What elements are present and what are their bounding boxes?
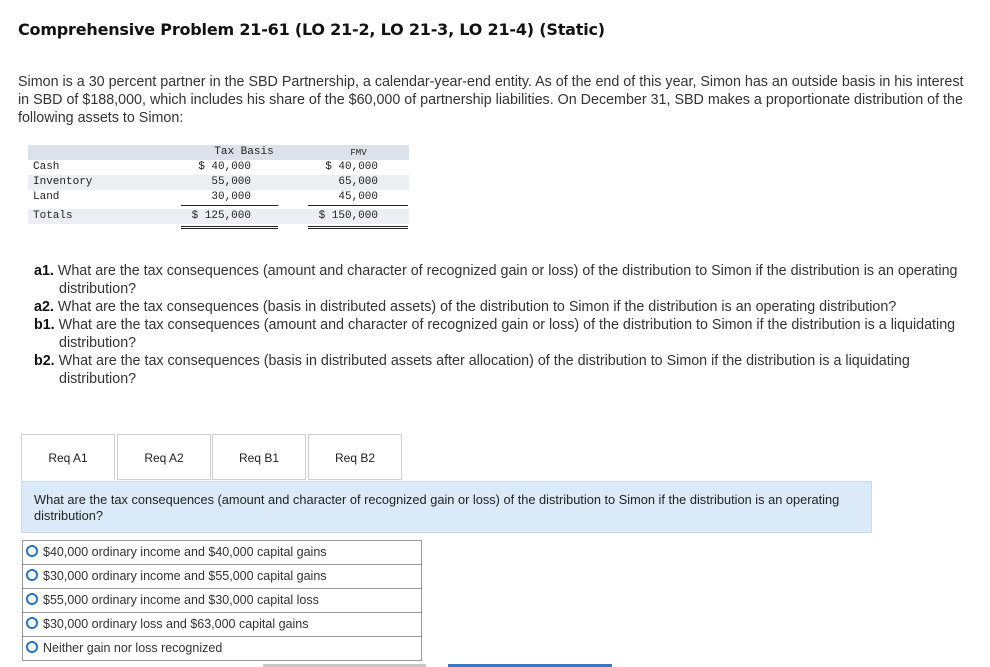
question-text: What are the tax consequences (amount and character of recognized gain or loss) of the distribution to Simon if the distribution is an operating distribution?	[57, 263, 958, 297]
question-id: b1.	[34, 317, 55, 333]
totals-label: Totals	[33, 210, 73, 222]
totals-basis: $ 125,000	[191, 210, 251, 222]
row-fmv: 65,000	[338, 176, 378, 188]
row-basis: $ 40,000	[198, 161, 251, 173]
option-label: $55,000 ordinary income and $30,000 capital loss	[43, 593, 319, 607]
radio-icon[interactable]	[26, 545, 38, 557]
question-id: a2.	[34, 299, 54, 315]
total-double-rule	[181, 226, 278, 227]
radio-icon[interactable]	[26, 593, 38, 605]
row-label: Land	[33, 191, 60, 203]
page-title: Comprehensive Problem 21-61 (LO 21-2, LO 21-3, LO 21-4) (Static)	[18, 20, 605, 39]
table-row	[28, 190, 409, 205]
question-text: What are the tax consequences (amount and character of recognized gain or loss) of the distribution to Simon if the distribution is a liquidating distribution?	[58, 317, 956, 351]
option-label: $40,000 ordinary income and $40,000 capital gains	[43, 545, 327, 559]
totals-fmv: $ 150,000	[318, 210, 378, 222]
question-item	[34, 352, 964, 388]
question-text: What are the tax consequences (basis in distributed assets) of the distribution to Simon if the distribution is an operating distribution?	[57, 299, 897, 315]
total-double-rule	[181, 228, 278, 229]
row-fmv: 45,000	[338, 191, 378, 203]
total-double-rule	[308, 228, 408, 229]
radio-icon[interactable]	[26, 617, 38, 629]
tab-req-b1[interactable]: Req B1	[212, 434, 306, 480]
answer-option[interactable]	[23, 637, 421, 660]
tab-req-b2[interactable]: Req B2	[308, 434, 402, 480]
subtotal-rule	[308, 205, 408, 206]
row-label: Inventory	[33, 176, 93, 188]
answer-option[interactable]	[23, 541, 421, 565]
totals-row	[28, 209, 409, 224]
question-id: b2.	[34, 353, 55, 369]
question-id: a1.	[34, 263, 54, 279]
radio-icon[interactable]	[26, 641, 38, 653]
question-list	[34, 262, 964, 388]
answer-option[interactable]	[23, 565, 421, 589]
subtotal-rule	[181, 205, 278, 206]
row-fmv: $ 40,000	[325, 161, 378, 173]
answer-option[interactable]	[23, 589, 421, 613]
header-fmv: FMV	[350, 148, 367, 158]
radio-icon[interactable]	[26, 569, 38, 581]
table-row	[28, 175, 409, 190]
row-label: Cash	[33, 161, 60, 173]
option-label: $30,000 ordinary loss and $63,000 capital gains	[43, 617, 309, 631]
question-item	[34, 298, 964, 316]
question-item	[34, 316, 964, 352]
problem-intro: Simon is a 30 percent partner in the SBD Partnership, a calendar-year-end entity. As of the end of this year, Simon has an outside basis in his interest in SBD of $188,000, which includes his share of the $60,000 of partnership liabilities. On December 31, SBD makes a proportionate distribution of the following assets to Simon:	[18, 74, 964, 126]
question-item	[34, 262, 964, 298]
tab-req-a2[interactable]: Req A2	[117, 434, 211, 480]
question-prompt-panel: What are the tax consequences (amount and character of recognized gain or loss) of the distribution to Simon if the distribution is an operating distribution?	[21, 481, 872, 533]
row-basis: 30,000	[211, 191, 251, 203]
answer-options	[22, 540, 422, 661]
table-row	[28, 160, 409, 175]
option-label: $30,000 ordinary income and $55,000 capital gains	[43, 569, 327, 583]
row-basis: 55,000	[211, 176, 251, 188]
answer-option[interactable]	[23, 613, 421, 637]
tab-req-a1[interactable]: Req A1	[21, 434, 115, 480]
question-text: What are the tax consequences (basis in distributed assets after allocation) of the distribution to Simon if the distribution is a liquidating distribution?	[58, 353, 910, 387]
header-tax-basis: Tax Basis	[214, 146, 274, 158]
total-double-rule	[308, 226, 408, 227]
option-label: Neither gain nor loss recognized	[43, 641, 223, 655]
